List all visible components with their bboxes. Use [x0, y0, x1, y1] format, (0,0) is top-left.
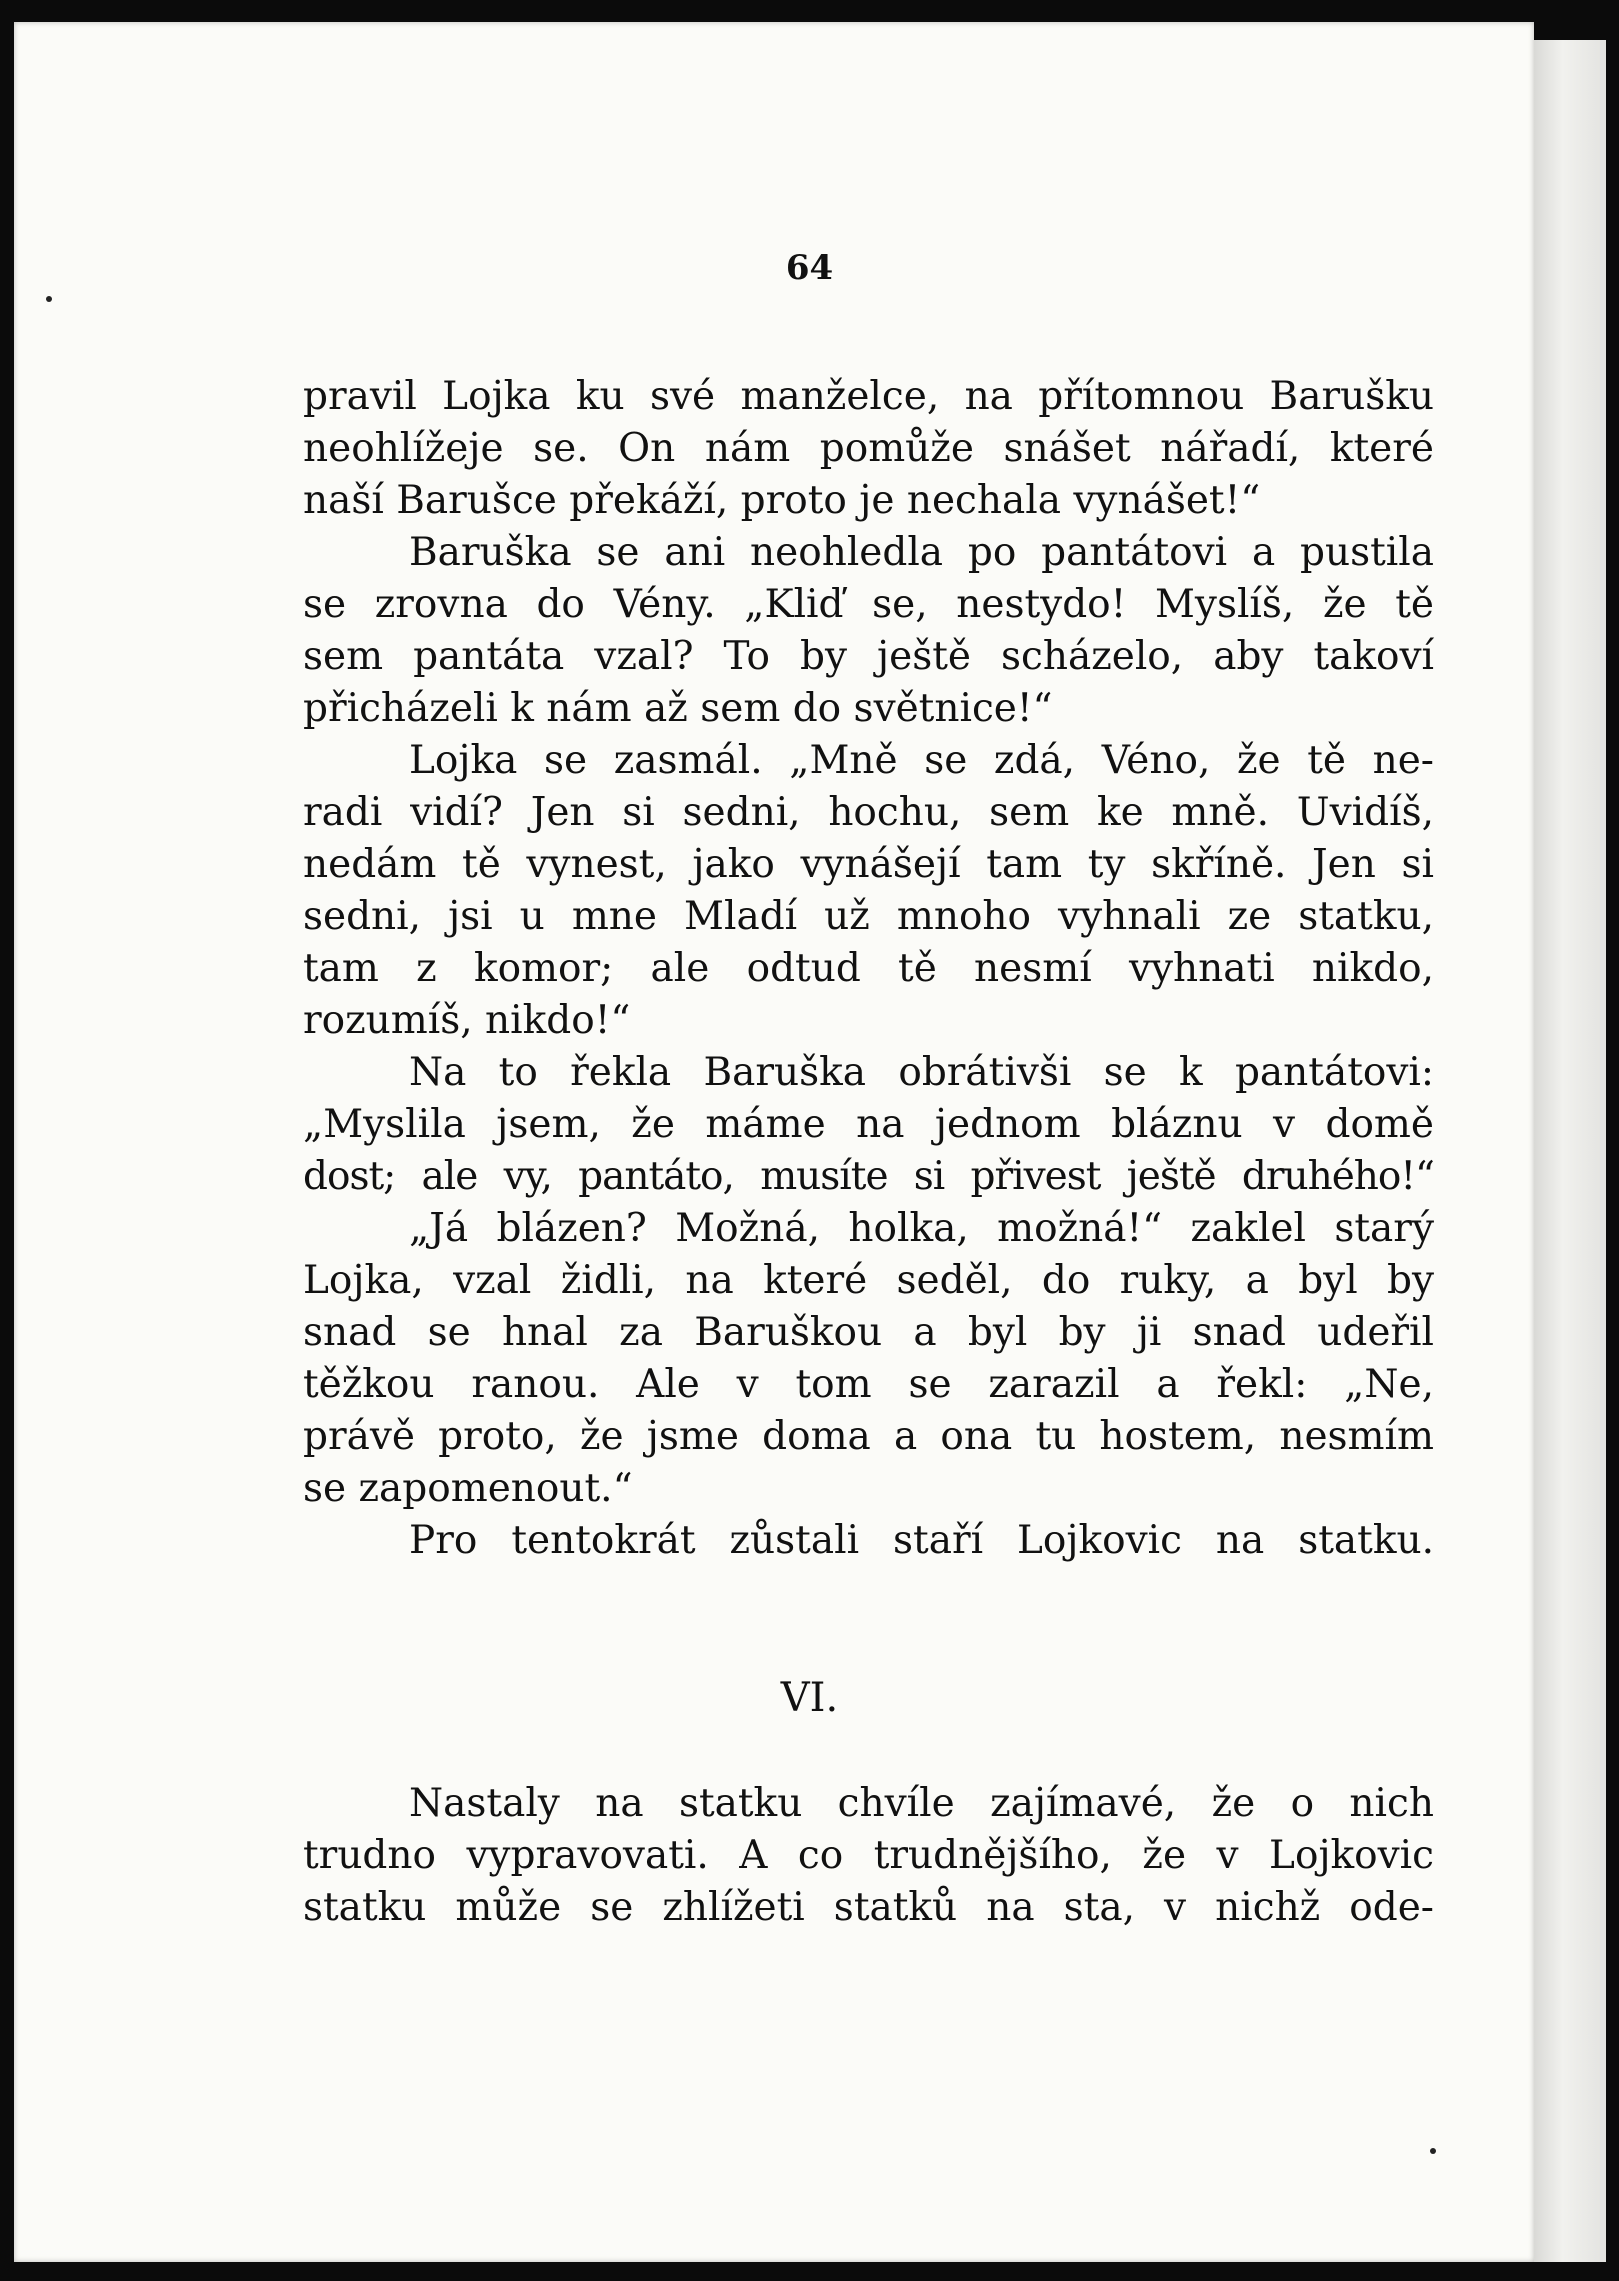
text-line: naší Barušce překáží, proto je nechala vynášet!“	[303, 478, 1261, 523]
text-line: tam z komor; ale odtud tě nesmí vyhnati nikdo,	[303, 946, 1434, 991]
page-edge-shadow	[1534, 40, 1606, 2262]
text-line: Baruška se ani neohledla po pantátovi a pustila	[409, 530, 1434, 575]
page-number: 64	[785, 248, 834, 288]
text-line: sedni, jsi u mne Mladí už mnoho vyhnali ze statku,	[303, 894, 1434, 939]
dust-speck	[46, 296, 52, 302]
text-line: neohlížeje se. On nám pomůže snášet nářadí, které	[303, 426, 1434, 471]
text-line: snad se hnal za Baruškou a byl by ji snad udeřil	[303, 1310, 1434, 1355]
text-line: radi vidí? Jen si sedni, hochu, sem ke mně. Uvidíš,	[303, 790, 1434, 835]
text-line: dost; ale vy, pantáto, musíte si přivest ještě druhého!“	[303, 1154, 1434, 1199]
text-line: Pro tentokrát zůstali staří Lojkovic na statku.	[409, 1518, 1434, 1563]
text-line: přicházeli k nám až sem do světnice!“	[303, 686, 1053, 731]
text-line: Na to řekla Baruška obrátivši se k pantátovi:	[409, 1050, 1434, 1095]
text-line: trudno vypravovati. A co trudnějšího, že v Lojkovic	[303, 1833, 1434, 1878]
text-line: se zapomenout.“	[303, 1466, 633, 1511]
chapter-heading: VI.	[780, 1675, 839, 1721]
text-line: Lojka, vzal židli, na které seděl, do ruky, a byl by	[303, 1258, 1434, 1303]
text-line: statku může se zhlížeti statků na sta, v nichž ode-	[303, 1885, 1434, 1930]
text-line: Lojka se zasmál. „Mně se zdá, Véno, že tě ne-	[409, 738, 1434, 783]
text-line: „Já blázen? Možná, holka, možná!“ zaklel starý	[409, 1206, 1434, 1251]
body-text-block-2	[303, 1778, 1434, 1934]
text-line: právě proto, že jsme doma a ona tu hostem, nesmím	[303, 1414, 1434, 1459]
text-line: „Myslila jsem, že máme na jednom bláznu v domě	[303, 1102, 1434, 1147]
text-line: sem pantáta vzal? To by ještě scházelo, aby takoví	[303, 634, 1434, 679]
text-line: Nastaly na statku chvíle zajímavé, že o nich	[409, 1781, 1434, 1826]
text-line: nedám tě vynest, jako vynášejí tam ty skříně. Jen si	[303, 842, 1434, 887]
dust-speck	[1430, 2148, 1436, 2154]
text-line: těžkou ranou. Ale v tom se zarazil a řekl: „Ne,	[303, 1362, 1434, 1407]
text-line: pravil Lojka ku své manželce, na přítomnou Barušku	[303, 374, 1434, 419]
text-line: se zrovna do Vény. „Kliď se, nestydo! Myslíš, že tě	[303, 582, 1434, 627]
body-text-block-1	[303, 371, 1434, 1567]
text-line: rozumíš, nikdo!“	[303, 998, 631, 1043]
